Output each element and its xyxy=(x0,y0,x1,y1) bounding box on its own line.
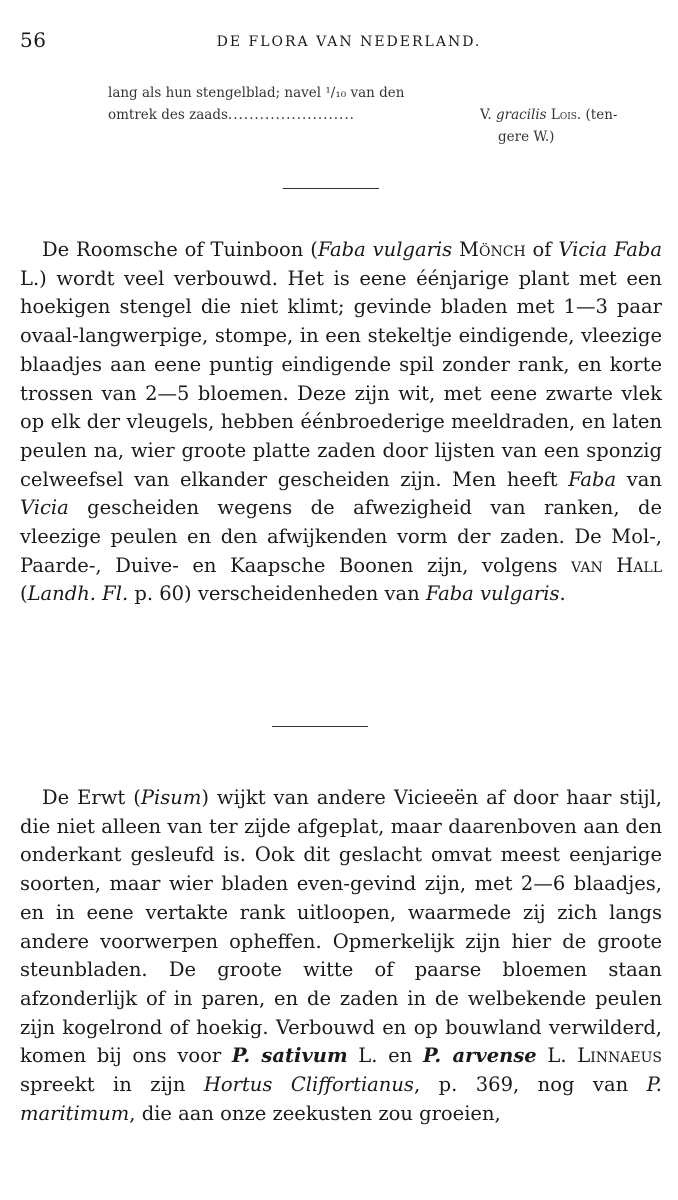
p2-text: L. en xyxy=(347,1044,423,1068)
p2-text: L. xyxy=(536,1044,578,1068)
p2-text: spreekt in zijn xyxy=(20,1073,204,1097)
p2-text: , p. 369, nog van xyxy=(413,1073,647,1097)
p1-reference: Landh. Fl. xyxy=(27,582,129,606)
p1-author: Mönch xyxy=(452,238,526,261)
paragraph-pisum xyxy=(20,784,662,1128)
p1-taxon: Faba vulgaris xyxy=(317,238,453,261)
p1-taxon: Vicia Faba xyxy=(558,238,662,261)
key-author: Lois. xyxy=(546,107,582,123)
key-common: (ten- xyxy=(581,107,618,123)
p2-text: De Erwt ( xyxy=(42,786,141,809)
key-continuation xyxy=(108,82,668,148)
p1-text: . xyxy=(559,582,566,606)
section-divider-2 xyxy=(272,726,368,727)
p2-reference: Hortus Cliffortianus xyxy=(203,1073,414,1097)
p1-taxon: Faba vulgaris xyxy=(425,582,560,606)
p1-text: p. 60) verscheidenheden van xyxy=(128,582,426,606)
p1-taxon: Vicia xyxy=(20,496,69,520)
p1-text: gescheiden wegens de afwezigheid van ranken, de vleezige peulen en den afwijkenden vorm der zaden. De Mol-, Paarde-, Duive- en Kaapsche Boonen zijn, volgens xyxy=(20,496,662,577)
p1-text: van xyxy=(616,467,662,491)
running-title: DE FLORA VAN NEDERLAND. xyxy=(216,34,482,50)
p2-taxon: Pisum xyxy=(140,786,202,809)
p2-taxon: P. maritimum xyxy=(20,1073,662,1125)
page-number: 56 xyxy=(20,28,47,52)
p1-text: L.) wordt veel verbouwd. Het is eene éénjarige plant met een hoekigen stengel die niet klimt; gevinde bladen met 1—3 paar ovaal-langwerpige, stompe, in een stekeltje eindigende, vleezige blaadjes aan eene puntig eindigende spil zonder rank, en korte trossen van 2—5 bloemen. Deze zijn wit, met eene zwarte vlek op elk der vleugels, hebben éénbroederige meeldraden, en laten peulen na, wier groote platte zaden door lijsten van een sponzig celweefsel van elkander gescheiden zijn. Men heeft xyxy=(20,266,662,491)
key-line-1: lang als hun stengelblad; navel ¹/₁₀ van den xyxy=(108,85,405,101)
p2-taxon: P. arvense xyxy=(422,1044,537,1068)
p2-text: , die aan onze zeekusten zou groeien, xyxy=(129,1101,501,1125)
key-genus: V. xyxy=(480,107,496,123)
key-species: gracilis xyxy=(495,107,547,123)
paragraph-faba xyxy=(20,236,662,609)
p1-taxon: Faba xyxy=(568,467,617,491)
key-line-2 xyxy=(108,104,668,126)
key-line-2-left: omtrek des zaads xyxy=(108,107,228,123)
key-leader-dots: ........................ xyxy=(227,107,355,123)
p2-taxon: P. sativum xyxy=(231,1044,348,1068)
p2-author: Linnaeus xyxy=(577,1044,662,1068)
p1-author: van Hall xyxy=(571,553,662,577)
p2-text: ) wijkt van andere Vicieeën af door haar stijl, die niet alleen van ter zijde afgeplat, maar daarenboven aan den onderkant gesleufd is. Ook dit geslacht omvat meest eenjarige soorten, maar wier bladen even-gevind zijn, met 2—6 blaadjes, en in eene vertakte rank uitloopen, waarmede zij zich langs andere voorwerpen opheffen. Opmerkelijk zijn hier de groote steunbladen. De groote witte of paarse bloemen staan afzonderlijk of in paren, en de zaden in de welbekende peulen zijn kogelrond of hoekig. Verbouwd en op bouwland verwilderd, komen bij ons voor xyxy=(20,786,662,1068)
p1-text: of xyxy=(525,238,559,261)
p1-text: De Roomsche of Tuinboon ( xyxy=(42,238,318,261)
p1-text: ( xyxy=(20,582,28,606)
section-divider-1 xyxy=(283,188,379,189)
key-line-2-right xyxy=(480,104,617,126)
key-line-3: gere W.) xyxy=(498,129,555,145)
